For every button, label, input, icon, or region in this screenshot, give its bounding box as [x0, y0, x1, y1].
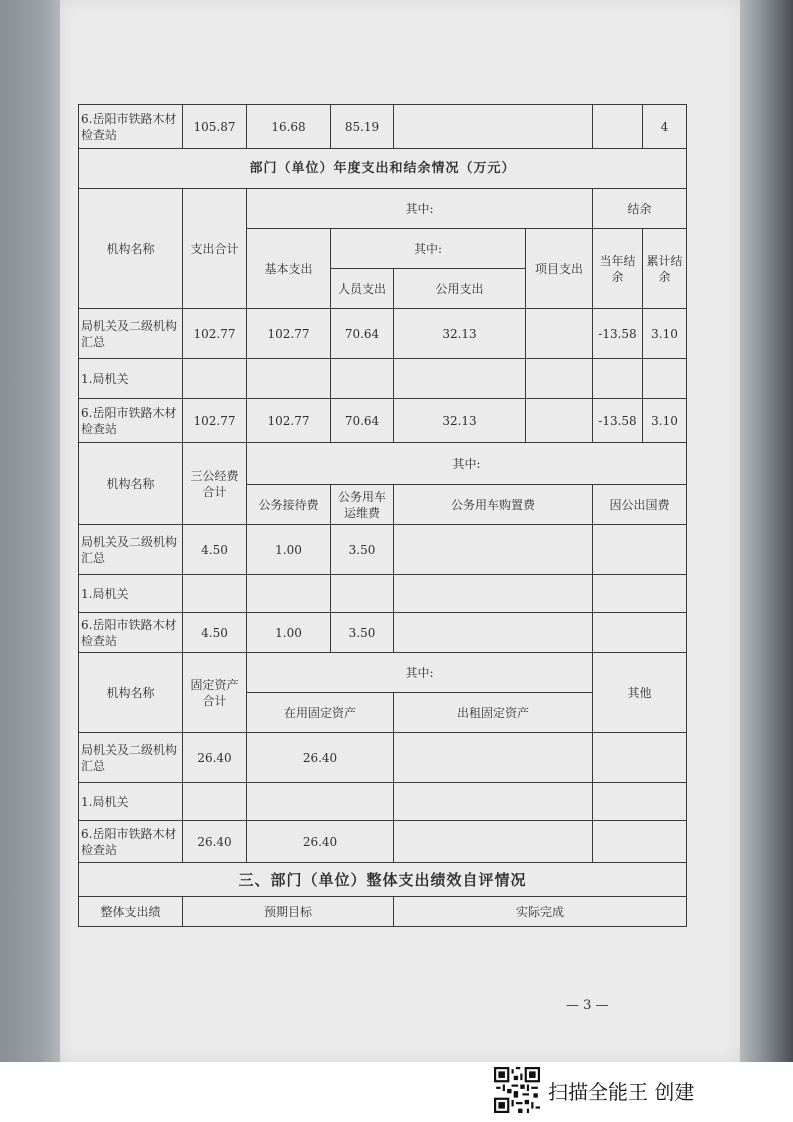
qr-code-icon — [494, 1067, 540, 1113]
header-row — [79, 443, 687, 485]
org-name-cell: 1.局机关 — [79, 575, 183, 613]
table-row — [79, 575, 687, 613]
value-cell — [593, 821, 687, 863]
header-org-name: 机构名称 — [79, 653, 183, 733]
header-of-which: 其中: — [247, 189, 593, 229]
value-cell — [593, 613, 687, 653]
value-cell — [593, 783, 687, 821]
org-name-cell: 1.局机关 — [79, 359, 183, 399]
scanner-footer-text: 扫描全能王 创建 — [548, 1079, 695, 1104]
value-cell: 70.64 — [331, 309, 394, 359]
scanner-footer — [494, 1066, 694, 1114]
report-table — [78, 104, 687, 927]
org-name-cell: 局机关及二级机构汇总 — [79, 733, 183, 783]
org-name-cell: 1.局机关 — [79, 783, 183, 821]
value-cell — [394, 105, 593, 149]
value-cell: 70.64 — [331, 399, 394, 443]
value-cell: -13.58 — [593, 309, 643, 359]
value-cell: 3.10 — [643, 309, 687, 359]
value-cell: 105.87 — [183, 105, 247, 149]
value-cell: -13.58 — [593, 399, 643, 443]
value-cell: 26.40 — [247, 733, 394, 783]
org-name-cell: 局机关及二级机构汇总 — [79, 309, 183, 359]
value-cell — [593, 525, 687, 575]
value-cell — [183, 359, 247, 399]
header-of-which: 其中: — [247, 443, 687, 485]
expected-goal-header: 预期目标 — [183, 897, 394, 927]
table-row — [79, 359, 687, 399]
value-cell: 3.10 — [643, 399, 687, 443]
expenditure-title: 部门（单位）年度支出和结余情况（万元） — [79, 149, 687, 189]
header-org-name: 机构名称 — [79, 189, 183, 309]
header-other: 其他 — [593, 653, 687, 733]
value-cell: 102.77 — [247, 309, 331, 359]
actual-completion-header: 实际完成 — [394, 897, 687, 927]
header-basic: 基本支出 — [247, 229, 331, 309]
value-cell — [183, 575, 247, 613]
header-project: 项目支出 — [526, 229, 593, 309]
header-total: 支出合计 — [183, 189, 247, 309]
header-in-use: 在用固定资产 — [247, 693, 394, 733]
header-of-which: 其中: — [247, 653, 593, 693]
header-public: 公用支出 — [394, 269, 526, 309]
value-cell — [526, 359, 593, 399]
header-org-name: 机构名称 — [79, 443, 183, 525]
table-row — [79, 613, 687, 653]
value-cell — [247, 783, 394, 821]
header-year-balance: 当年结余 — [593, 229, 643, 309]
header-row — [79, 189, 687, 229]
header-vehicle-run: 公务用车运维费 — [331, 485, 394, 525]
table-row — [79, 783, 687, 821]
header-vehicle-buy: 公务用车购置费 — [394, 485, 593, 525]
value-cell — [331, 575, 394, 613]
value-cell — [593, 359, 643, 399]
value-cell — [394, 359, 526, 399]
value-cell — [643, 359, 687, 399]
value-cell — [593, 733, 687, 783]
value-cell: 4.50 — [183, 525, 247, 575]
value-cell: 32.13 — [394, 309, 526, 359]
value-cell: 3.50 — [331, 613, 394, 653]
org-name-cell: 6.岳阳市铁路木材检查站 — [79, 821, 183, 863]
value-cell — [526, 309, 593, 359]
value-cell: 16.68 — [247, 105, 331, 149]
value-cell — [394, 783, 593, 821]
value-cell: 1.00 — [247, 525, 331, 575]
value-cell: 102.77 — [247, 399, 331, 443]
table-row — [79, 399, 687, 443]
value-cell: 26.40 — [183, 821, 247, 863]
section-title-row — [79, 863, 687, 897]
value-cell — [593, 105, 643, 149]
value-cell — [593, 575, 687, 613]
table-row — [79, 309, 687, 359]
header-assets-total: 固定资产合计 — [183, 653, 247, 733]
report-table-container — [78, 104, 686, 927]
value-cell: 3.50 — [331, 525, 394, 575]
value-cell: 4.50 — [183, 613, 247, 653]
value-cell: 102.77 — [183, 309, 247, 359]
header-balance: 结余 — [593, 189, 687, 229]
value-cell — [394, 733, 593, 783]
section-title-row — [79, 149, 687, 189]
value-cell — [183, 783, 247, 821]
value-cell — [394, 575, 593, 613]
value-cell — [394, 613, 593, 653]
value-cell — [247, 359, 331, 399]
value-cell: 26.40 — [247, 821, 394, 863]
table-row — [79, 105, 687, 149]
table-row — [79, 821, 687, 863]
header-of-which-2: 其中: — [331, 229, 526, 269]
performance-label: 整体支出绩 — [79, 897, 183, 927]
value-cell: 1.00 — [247, 613, 331, 653]
header-personnel: 人员支出 — [331, 269, 394, 309]
header-cum-balance: 累计结余 — [643, 229, 687, 309]
value-cell — [394, 525, 593, 575]
table-row — [79, 897, 687, 927]
value-cell — [526, 399, 593, 443]
value-cell — [331, 359, 394, 399]
header-abroad: 因公出国费 — [593, 485, 687, 525]
value-cell: 102.77 — [183, 399, 247, 443]
table-row — [79, 733, 687, 783]
header-reception: 公务接待费 — [247, 485, 331, 525]
value-cell — [247, 575, 331, 613]
org-name-cell: 局机关及二级机构汇总 — [79, 525, 183, 575]
page-number: — 3 — — [566, 998, 609, 1013]
value-cell: 85.19 — [331, 105, 394, 149]
value-cell: 32.13 — [394, 399, 526, 443]
table-row — [79, 525, 687, 575]
header-row — [79, 653, 687, 693]
org-name-cell: 6.岳阳市铁路木材检查站 — [79, 613, 183, 653]
header-rented: 出租固定资产 — [394, 693, 593, 733]
org-name-cell: 6.岳阳市铁路木材检查站 — [79, 105, 183, 149]
value-cell — [394, 821, 593, 863]
performance-title: 三、部门（单位）整体支出绩效自评情况 — [79, 863, 687, 897]
value-cell: 4 — [643, 105, 687, 149]
header-three-public-total: 三公经费合计 — [183, 443, 247, 525]
value-cell: 26.40 — [183, 733, 247, 783]
org-name-cell: 6.岳阳市铁路木材检查站 — [79, 399, 183, 443]
